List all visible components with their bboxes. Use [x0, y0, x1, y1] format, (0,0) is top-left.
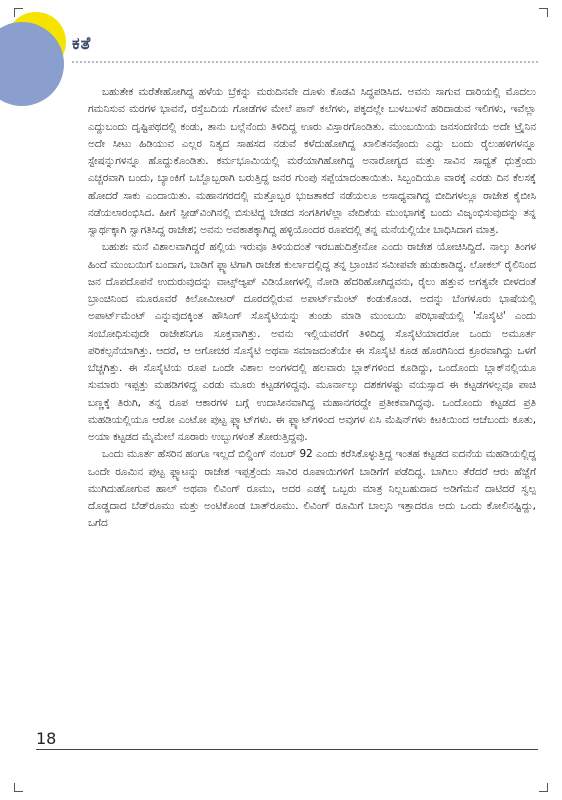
section-title: ಕತೆ	[72, 34, 92, 54]
page-number: 18	[36, 729, 57, 748]
story-body	[88, 84, 536, 734]
paragraph-3: ಒಂದು ಮೂರ್ತ ಹೆಸರಿನ ಹಂಗೂ ಇಲ್ಲದೆ ಬಿಲ್ಡಿಂಗ್ ನಂಬರ್ 92 ಎಂದು ಕರೆಸಿಕೊಳ್ಳುತ್ತಿದ್ದ ಇಂತಹ ಕಟ್ಟಡದ ಐದನೆಯ ಮಹಡಿಯಲ್ಲಿದ್ದ ಒಂದೇ ರೂಮಿನ ಪುಟ್ಟ ಫ್ಲ್ಯಾಟನ್ನು ರಾಜೇಶ ಇಪ್ಪತ್ತೆಂದು ಸಾವಿರ ರೂಪಾಯಿಗಳಿಗೆ ಬಾಡಿಗೆಗೆ ಪಡೆದಿದ್ದ. ಬಾಗಿಲು ತೆರೆದರೆ ಆರು ಹೆಜ್ಜೆಗೆ ಮುಗಿದುಹೋಗುವ ಹಾಲ್ ಅಥವಾ ಲಿವಿಂಗ್ ರೂಮು, ಅದರ ಎಡಕ್ಕೆ ಒಬ್ಬರು ಮಾತ್ರ ನಿಲ್ಲಬಹುದಾದ ಅಡಿಗೆಮನೆ ದಾಟಿದರೆ ಸ್ವಲ್ಪ ದೊಡ್ಡದಾದ ಬೆಡ್‌ರೂಮು ಮತ್ತು ಅಂಟಿಕೊಂಡ ಬಾತ್‌ರೂಮು. ಲಿವಿಂಗ್ ರೂಮಿಗೆ ಬಾಲ್ಕನಿ ಇತ್ತಾದರೂ ಅದು ಒಂದು ಕೋಲಿನಷ್ಟಿದ್ದು, ಒಗೆದ	[88, 448, 536, 530]
footer-divider	[36, 749, 538, 750]
crop-mark-bottom-right	[539, 783, 548, 792]
crop-mark-bottom-left	[14, 783, 23, 792]
paragraph-2: ಬಹುಶಃ ಮನೆ ವಿಶಾಲವಾಗಿದ್ದರೆ ಹಲ್ಲಿಯ ಇರುವೂ ತಿಳಿಯದಂತೆ ಇರಬಹುದಿತ್ತೇನೋ ಎಂದು ರಾಜೇಶ ಯೋಚಿಸಿದ್ದಿದೆ. ನಾಲ್ಕು ತಿಂಗಳ ಹಿಂದೆ ಮುಂಬಯಿಗೆ ಬಂದಾಗ, ಬಾಡಿಗೆ ಫ್ಲ್ಯಾಟಿಗಾಗಿ ರಾಜೇಶ ಕುರ್ಲಾದಲ್ಲಿದ್ದ ತನ್ನ ಬ್ರಾಂಚಿನ ಸಮೀಪವೇ ಹುಡುಕಾಡಿದ್ದ. ಲೋಕಲ್ ರೈಲಿನಿಂದ ಜನ ದೊಪದೊಪನೆ ಉದುರುವುದನ್ನು ವಾಟ್ಸ್‌ಆ್ಯಪ್ ವಿಡಿಯೋಗಳಲ್ಲಿ ನೋಡಿ ಹೆದರಿಹೋಗಿದ್ದವನು, ರೈಲು ಹತ್ತುವ ಅಗತ್ಯವೇ ಬೀಳದಂತೆ ಬ್ರಾಂಚಿನಿಂದ ಮೂರೂವರೆ ಕಿಲೋಮೀಟರ್ ದೂರದಲ್ಲಿರುವ ಅಪಾರ್ಟ್‌ಮೆಂಟ್ ಕಂಡುಕೊಂಡ. ಅದನ್ನು ಬೆಂಗಳೂರು ಭಾಷೆಯಲ್ಲಿ ಅಪಾರ್ಟ್‌ಮೆಂಟ್ ಎನ್ನುವುದಕ್ಕಿಂತ ಹೌಸಿಂಗ್ ಸೊಸೈಟಿಯನ್ನು ತುಂಡು ಮಾಡಿ ಮುಂಬಯಿ ಪರಿಭಾಷೆಯಲ್ಲಿ 'ಸೊಸೈಟಿ' ಎಂದು ಸಂಬೋಧಿಸುವುದೇ ರಾಜೇಶನಿಗೂ ಸೂಕ್ತವಾಗಿತ್ತು. ಅವನು ಇಲ್ಲಿಯವರೆಗೆ ತಿಳಿದಿದ್ದ ಸೊಸೈಟಿಯಾದರೋ ಒಂದು ಅಮೂರ್ತ ಪರಿಕಲ್ಪನೆಯಾಗಿತ್ತು. ಆದರೆ, ಆ ಅಗೋಚರ ಸೊಸೈಟಿ ಅಥವಾ ಸಮಾಜದಂತೆಯೇ ಈ ಸೊಸೈಟಿ ಕೂಡ ಹೊರಗಿನಿಂದ ಕ್ರೂರವಾಗಿದ್ದು ಒಳಗೆ ಬೆಚ್ಚಗಿತ್ತು. ಈ ಸೊಸೈಟಿಯ ರೂಪ ಒಂದೇ ವಿಶಾಲ ಅಂಗಳದಲ್ಲಿ ಹಲವಾರು ಬ್ಲಾಕ್‌ಗಳಿಂದ ಕೂಡಿದ್ದು, ಒಂದೊಂದು ಬ್ಲಾಕ್‌ನಲ್ಲಿಯೂ ಸುಮಾರು ಇಪ್ಪತ್ತು ಮಹಡಿಗಳಿದ್ದ ಎರಡು ಮೂರು ಕಟ್ಟಡಗಳಿದ್ದವು. ಮೂರ್ನಾಲ್ಕು ದಶಕಗಳಷ್ಟು ವಯಸ್ಸಾದ ಈ ಕಟ್ಟಡಗಳಲ್ಲವೂ ಪಾಚಿ ಬಣ್ಣಕ್ಕೆ ತಿರುಗಿ, ತನ್ನ ರೂಪ ಆಕಾರಗಳ ಬಗ್ಗೆ ಉದಾಸೀನವಾಗಿದ್ದ ಮಹಾನಗರದ್ದೇ ಪ್ರತೀಕವಾಗಿದ್ದವು. ಒಂದೊಂದು ಕಟ್ಟಡದ ಪ್ರತಿ ಮಹಡಿಯಲ್ಲಿಯೂ ಆರೋ ಎಂಟೋ ಪುಟ್ಟ ಫ್ಲ್ಯಾಟ್‌ಗಳು. ಈ ಫ್ಲ್ಯಾಟ್‌ಗಳಿಂದ ಅವುಗಳ ಏಸಿ ಮೆಷಿನ್‌ಗಳು ಕಿಟಕಿಯಿಂದ ಆಚೆಬಂದು ಕೂತು, ಅಯಾ ಕಟ್ಟಡದ ಮೈಮೇಲೆ ನೂರಾರು ಉಬ್ಬುಗಳಂತೆ ತೋರುತ್ತಿದ್ದವು.	[88, 241, 536, 443]
dotted-divider	[72, 61, 538, 63]
crop-mark-top-right	[539, 8, 548, 17]
paragraph-1: ಬಹುತೇಕ ಮರೆತೇಹೋಗಿದ್ದ ಹಳೆಯ ಬ್ರೆಕನ್ನು ಮರುದಿನವೇ ದೂಳು ಕೊಡವಿ ಸಿದ್ಧಪಡಿಸಿದ. ಅವನು ಸಾಗುವ ದಾರಿಯಲ್ಲಿ ಮೊದಲು ಗಮನಿಸುವ ಮರಗಳ ಭಾವನೆ, ರಸ್ತೆಬದಿಯ ಗೋಡೆಗಳ ಮೇಲೆ ಪಾನ್ ಕಲೆಗಳು, ಪಕ್ಕದಲ್ಲೇ ಬುಳಬುಳನೆ ಹರಿದಾಡುವ ಇಲಿಗಳು, ಇವೆಲ್ಲಾ ಎದ್ದುಬಂದು ದೃಷ್ಟಿಪಥದಲ್ಲಿ ಕಂಡು, ತಾನು ಬಲ್ಲೆನೆಂದು ತಿಳಿದಿದ್ದ ಊರು ವಿಸ್ತಾರಗೊಂಡಿತು. ಮುಂಬಯಿಯ ಜನಸಂದಣಿಯ ಅದೇ ಟ್ರೈನಿನ ಅದೇ ಸೀಟು ಹಿಡಿಯುವ ಎಲ್ಲರ ನಿತ್ಯದ ಸಾಹಸದ ನಡುವೆ ಕಳೆದುಹೋಗಿದ್ದ ಖಾಲಿತನವೊಂದು ಎದ್ದು ಬಂದು ರೈಲುಹಳಿಗಳನ್ನೂ ಸ್ಟೇಷನ್ನುಗಳನ್ನೂ ಹೊದ್ದುಕೊಂಡಿತು. ಕರ್ಮಭೂಮಿಯಲ್ಲಿ ಮರೆಯಾಗಿಹೋಗಿದ್ದ ಅನಾರೋಗ್ಯದ ಮತ್ತು ಸಾವಿನ ಸಾಧ್ಯತೆ ಧುತ್ತೆಂದು ಎಚ್ಚರವಾಗಿ ಬಂದು, ಬ್ಯಾಂಕಿಗೆ ಒಬ್ಬೊಬ್ಬರಾಗಿ ಬರುತ್ತಿದ್ದ ಜನರ ಗುಂಪು ಸಪ್ಪೆಯಾದಂತಾಯಿತು. ಸಿಬ್ಬಂದಿಯೂ ವಾರಕ್ಕೆ ಎರಡು ದಿನ ಕೆಲಸಕ್ಕೆ ಹೋದರೆ ಸಾಕು ಎಂದಾಯಿತು. ಮಹಾನಗರದಲ್ಲಿ ಮತ್ತೊಬ್ಬರ ಭುಜತಾಕದೆ ನಡೆಯಲೂ ಅಸಾಧ್ಯವಾಗಿದ್ದ ಬೀದಿಗಳಲ್ಲೂ ರಾಜೇಶ ಕೈಬೀಸಿ ನಡೆಯಲಾರಂಭಿಸಿದ. ಹೀಗೆ ಸ್ಪೀಡ್‌ವಿಂಗಿನಲ್ಲಿ ಬಿಸುಟಿದ್ದ ಬೇಡದ ಸಂಗತಿಗಳೆಲ್ಲಾ ವೇದಿಕೆಯ ಮುಂಭಾಗಕ್ಕೆ ಬಂದು ವಿಜೃಂಭಿಸುವುದನ್ನು ತನ್ನ ಸ್ವಾರ್ಥಕ್ಕಾಗಿ ಸ್ವಾಗತಿಸಿದ್ದ ರಾಜೇಶ; ಅವನು ಅವಕಾಶಕ್ಕಾಗಿದ್ದ ಹಳ್ಳಿಯೊಂದರ ರೂಪದಲ್ಲಿ ತನ್ನ ಮನೆಯಲ್ಲಿಯೇ ಬಾಧಿಸಿದಾಗ ಮಾತ್ರ.	[88, 86, 536, 236]
